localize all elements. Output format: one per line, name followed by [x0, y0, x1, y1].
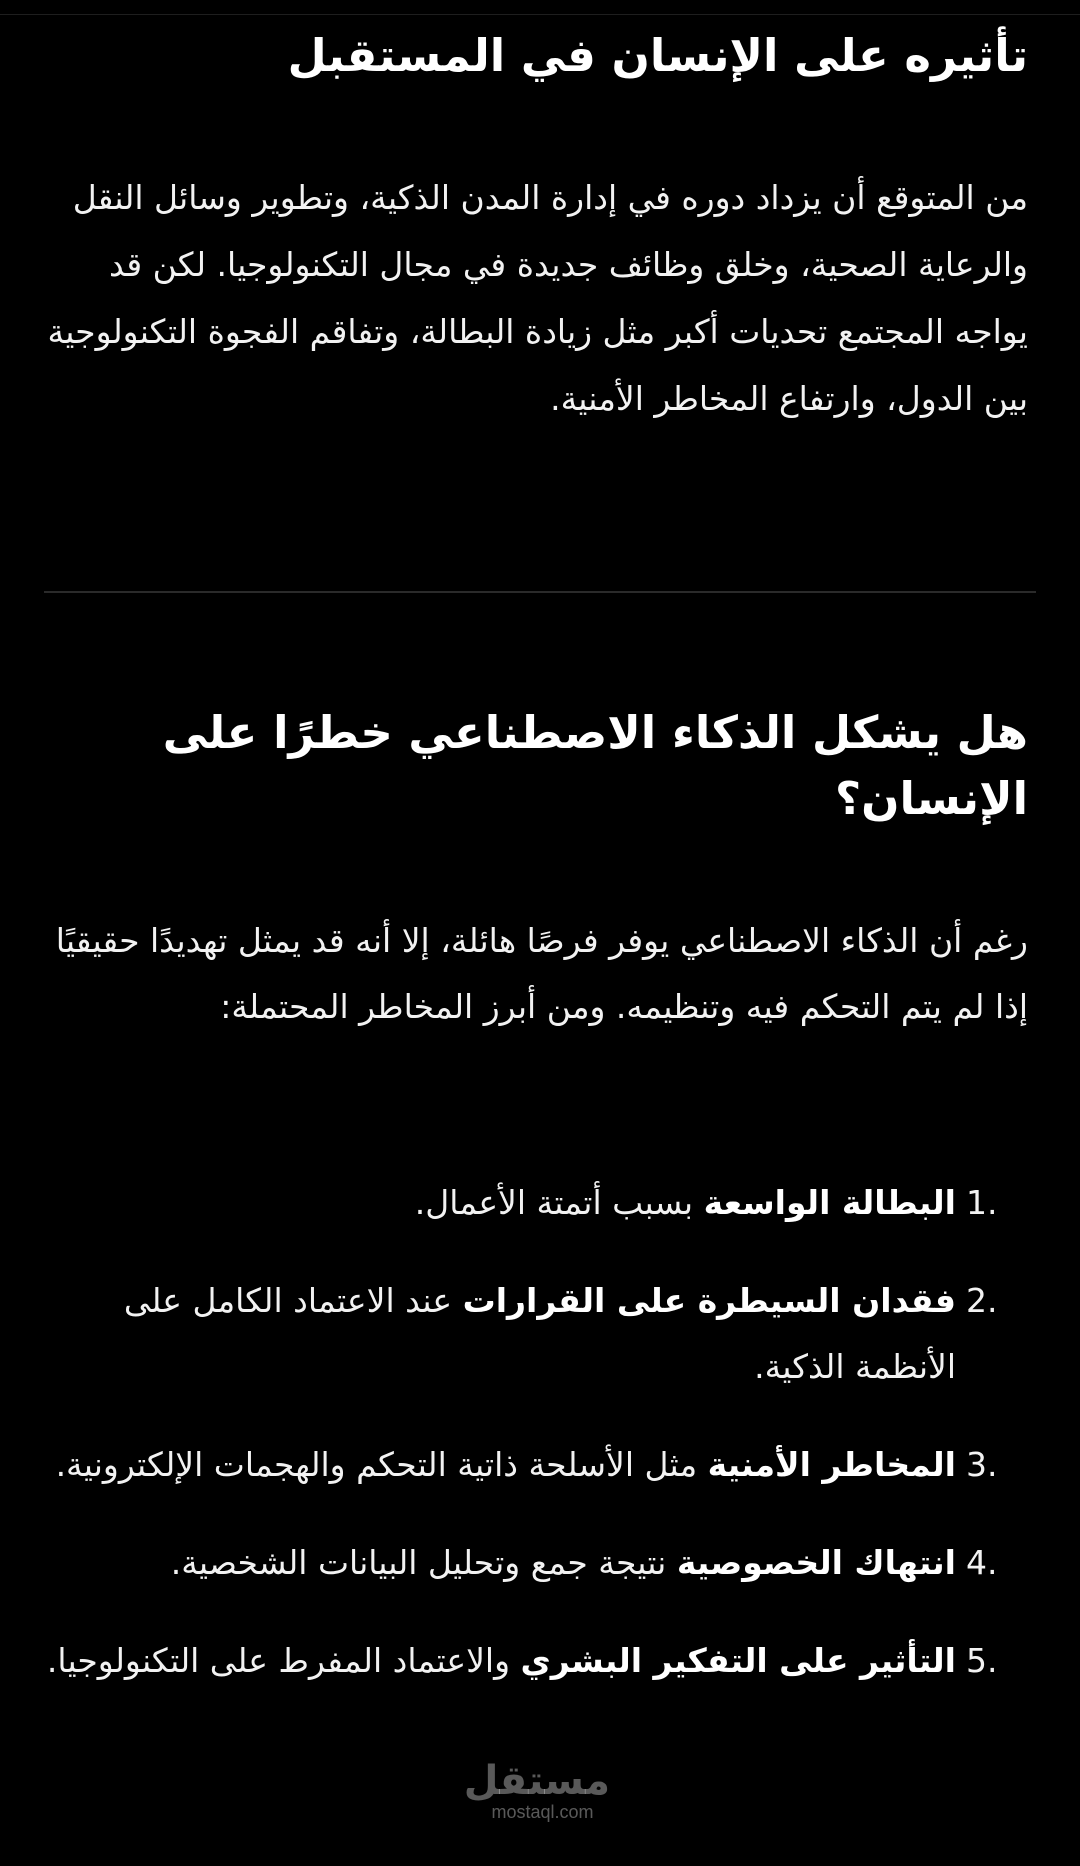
list-item	[44, 1432, 1036, 1498]
list-item	[44, 1268, 1036, 1400]
list-item	[44, 1170, 1036, 1236]
top-divider	[0, 14, 1080, 15]
section-heading-future-impact: تأثيره على الإنسان في المستقبل	[287, 29, 1028, 82]
watermark-url: mostaql.com	[491, 1802, 594, 1822]
list-item-text: بسبب أتمتة الأعمال.	[414, 1183, 704, 1222]
list-item	[44, 1530, 1036, 1596]
list-number: 1.	[966, 1183, 998, 1222]
list-item-bold: البطالة الواسعة	[703, 1183, 956, 1222]
section-heading-ai-risk: هل يشكل الذكاء الاصطناعي خطرًا على الإنسان؟	[162, 706, 1028, 825]
section-divider	[44, 591, 1036, 593]
list-number: 2.	[966, 1281, 998, 1320]
list-item-text: والاعتماد المفرط على التكنولوجيا.	[46, 1641, 521, 1680]
list-number: 3.	[966, 1445, 998, 1484]
list-item-bold: المخاطر الأمنية	[707, 1445, 956, 1484]
mostaql-watermark	[463, 1758, 610, 1822]
list-item-text: عند الاعتماد الكامل على الأنظمة الذكية.	[123, 1281, 956, 1386]
list-number: 5.	[966, 1641, 998, 1680]
list-item-text: نتيجة جمع وتحليل البيانات الشخصية.	[170, 1543, 677, 1582]
risk-list	[44, 1170, 1036, 1726]
list-item	[44, 1628, 1036, 1694]
section-paragraph-future-impact: من المتوقع أن يزداد دوره في إدارة المدن الذكية، وتطوير وسائل النقل والرعاية الصحية، وخلق وظائف جديدة في مجال التكنولوجيا. لكن قد يواجه المجتمع تحديات أكبر مثل زيادة البطالة، وتفاقم الفجوة التكنولوجية بين الدول، وارتفاع المخاطر الأمنية.	[47, 178, 1028, 418]
watermark-logo-text: مستقل	[463, 1758, 610, 1804]
list-item-bold: انتهاك الخصوصية	[676, 1543, 956, 1582]
list-item-bold: التأثير على التفكير البشري	[520, 1641, 956, 1680]
section-paragraph-ai-risk: رغم أن الذكاء الاصطناعي يوفر فرصًا هائلة، إلا أنه قد يمثل تهديدًا حقيقيًا إذا لم يتم التحكم فيه وتنظيمه. ومن أبرز المخاطر المحتملة:	[55, 921, 1028, 1026]
list-item-text: مثل الأسلحة ذاتية التحكم والهجمات الإلكترونية.	[55, 1445, 708, 1484]
list-item-bold: فقدان السيطرة على القرارات	[462, 1281, 956, 1320]
list-number: 4.	[966, 1543, 998, 1582]
